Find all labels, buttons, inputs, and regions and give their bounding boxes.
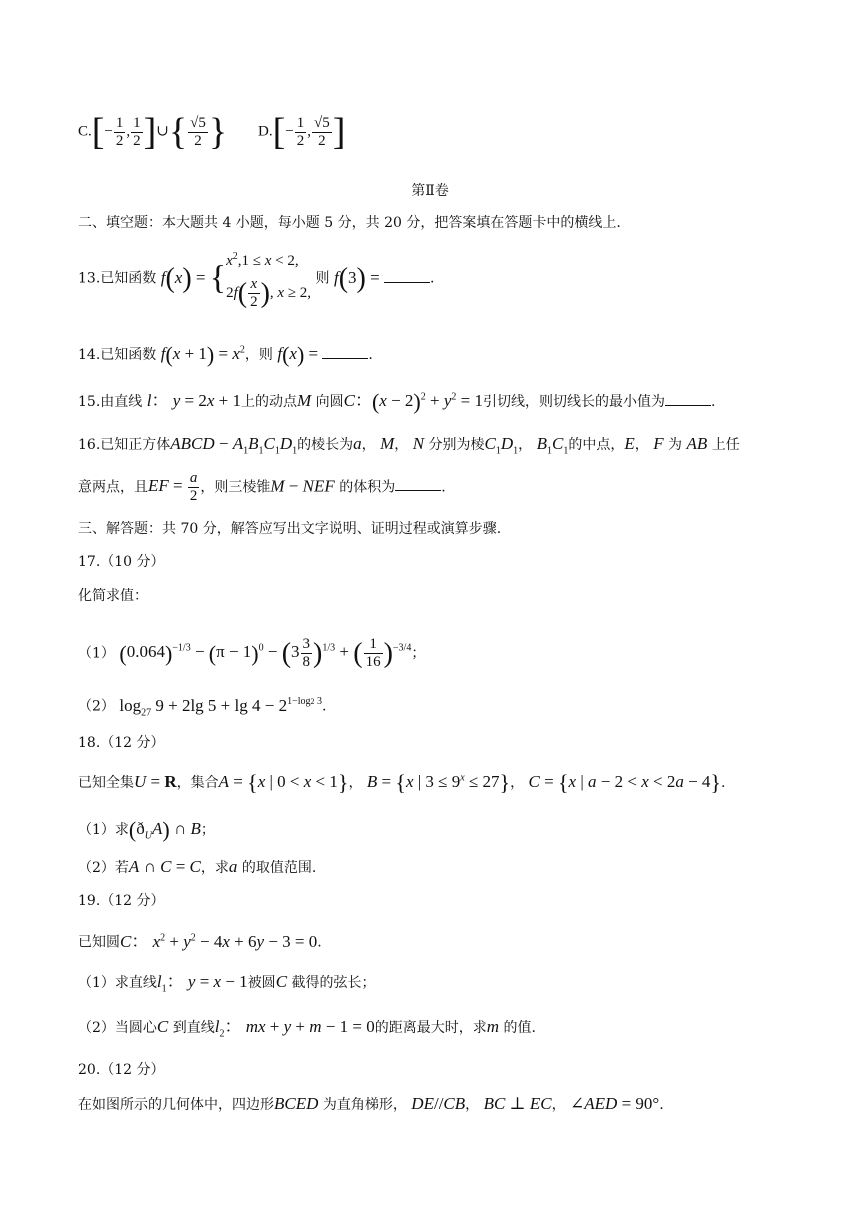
q20-header: 20.（12 分） (78, 1062, 165, 1078)
q14-number: 14. (78, 346, 101, 363)
question-16-line2: 意两点，且EF = $\frac{a}{2}$ ，则三棱锥M − NEF 的体积为 . (78, 470, 446, 504)
section-title: 第Ⅱ卷 (411, 183, 449, 199)
q20-text: 在如图所示的几何体中，四边形BCED 为直角梯形， DE//CB， BC ⊥ EC， ∠AED = 90°. (78, 1094, 664, 1113)
q17-header: 17.（10 分） (78, 554, 165, 570)
q19-part2: （2）当圆心C 到直线$l_2$： mx + y + m − 1 = 0的距离最大时，求m 的值. (78, 1017, 536, 1040)
q18-header: 18.（12 分） (78, 735, 165, 751)
question-16-line1: 16.已知正方体ABCD − $A_1B_1C_1D_1$的棱长为a， M， N 分别为棱$C_1D_1$， $B_1C_1$的中点，E， F 为 AB 上任 (78, 434, 740, 457)
solve-heading: 三、解答题：共 70 分，解答应写出文字说明、证明过程或演算步骤. (78, 521, 502, 537)
option-d-label: D. (258, 123, 273, 140)
q18-part2: （2）若A ∩ C = C，求a 的取值范围. (78, 857, 317, 876)
q16-number: 16. (78, 437, 101, 453)
question-15: 15.由直线 l： y = 2x + 1上的动点M 向圆C：$(x - 2)^2 + y^2 = 1$引切线，则切线长的最小值为 . (78, 389, 716, 414)
union-symbol: ∪ (156, 123, 169, 140)
q19-intro: 已知圆C： $x^2 + y^2 - 4x + 6y - 3 = 0$. (78, 931, 322, 951)
q15-answer-blank (665, 391, 711, 406)
q13-number: 13. (78, 270, 101, 287)
q17-part1: （1） $(0.064)^{-1/3} - (\pi - 1)^0 - (3$ $\frac{3}{8}$ )$^{1/3}$ + ( $\frac{1}{16}$ )$^{-3/4}$； (78, 636, 426, 670)
q13-then: 则 (315, 270, 330, 287)
q18-part1: （1）求$(ð_UA)$ ∩ B； (78, 817, 215, 842)
question-14: 14.已知函数 $f(x + 1) = x^2$，则 f(x) = . (78, 342, 373, 367)
q14-answer-blank (322, 344, 368, 359)
q19-header: 19.（12 分） (78, 893, 165, 909)
q13-text: 已知函数 (100, 270, 157, 287)
question-13: 13.已知函数 f(x) = { $x^2,1 \le x < 2$, 2f( $\frac{x}{2}$ ), x ≥ 2, 则 f(3) = . (78, 251, 435, 310)
option-d: D.[− $\frac{1}{2}$ , $\frac{√5}{2}$ ] (258, 111, 346, 153)
q16-answer-blank (395, 476, 441, 491)
option-c: C.[− $\frac{1}{2}$ , $\frac{1}{2}$ ]∪{ $\frac{√5}{2}$ } (78, 111, 228, 153)
q17-intro: 化简求值： (78, 588, 148, 604)
q19-part1: （1）求直线$l_1$： y = x − 1被圆C 截得的弦长； (78, 972, 376, 995)
option-c-label: C. (78, 123, 92, 140)
q17-part2: （2） $\log_{27} 9 + 2\lg$ $5 + \lg 4 - 2^{1-log2 3}$. (78, 695, 327, 719)
q14-text: 已知函数 (100, 346, 157, 363)
fill-in-heading: 二、填空题：本大题共 4 小题，每小题 5 分，共 20 分，把答案填在答题卡中的横线上. (78, 215, 621, 231)
q15-number: 15. (78, 393, 101, 410)
q13-answer-blank (384, 268, 430, 283)
q18-intro: 已知全集U = R，集合A = {x | 0 < x < 1}， B = {x | $3 \le 9^x \le 27$}， C = {x | a − 2 < x < 2a − 4}. (78, 770, 726, 795)
